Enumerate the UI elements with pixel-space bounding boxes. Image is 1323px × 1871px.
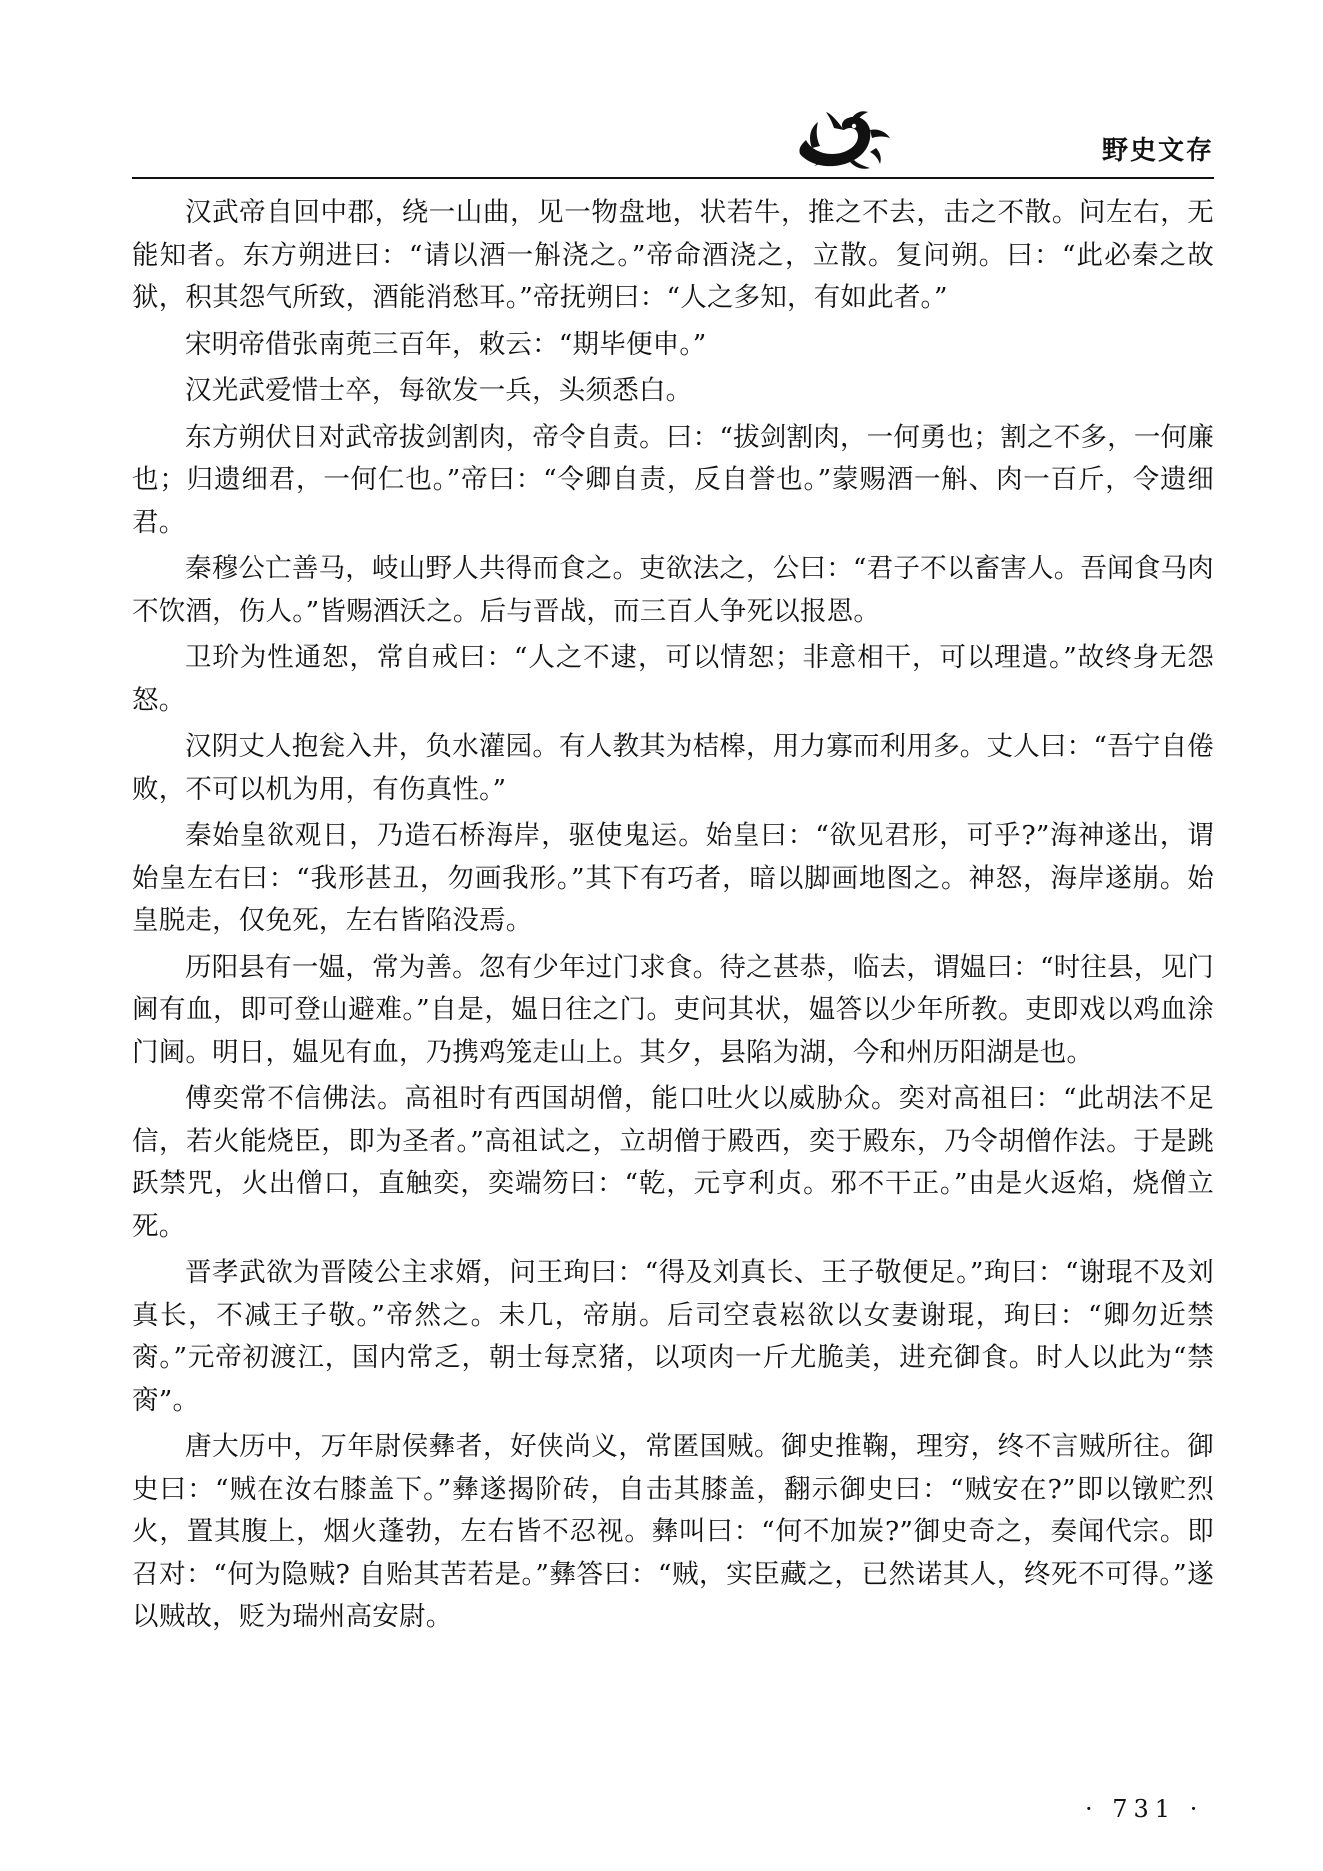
header-rule bbox=[132, 177, 1214, 179]
paragraph-4: 东方朔伏日对武帝拔剑割肉，帝令自责。曰：“拔剑割肉，一何勇也；割之不多，一何廉也；归遗细君，一何仁也。”帝曰：“令卿自责，反自誉也。”蒙赐酒一斛、肉一百斤，令遗细君。 bbox=[132, 421, 1214, 538]
book-title: 野史文存 bbox=[1101, 136, 1214, 166]
page-number: · 731 · bbox=[1085, 1795, 1204, 1823]
paragraph-5: 秦穆公亡善马，岐山野人共得而食之。吏欲法之，公曰：“君子不以畜害人。吾闻食马肉不饮酒，伤人。”皆赐酒沃之。后与晋战，而三百人争死以报恩。 bbox=[132, 553, 1214, 627]
page-header bbox=[132, 108, 1214, 180]
paragraph-8: 秦始皇欲观日，乃造石桥海岸，驱使鬼运。始皇曰：“欲见君形，可乎?”海神遂出，谓始皇左右曰：“我形甚丑，勿画我形。”其下有巧者，暗以脚画地图之。神怒，海岸遂崩。始皇脱走，仅免死，左右皆陷没焉。 bbox=[132, 820, 1214, 936]
paragraph-10: 傅奕常不信佛法。高祖时有西国胡僧，能口吐火以威胁众。奕对高祖曰：“此胡法不足信，若火能烧臣，即为圣者。”高祖试之，立胡僧于殿西，奕于殿东，乃令胡僧作法。于是跳跃禁咒，火出僧口，直触奕，奕端笏曰：“乾，元亨利贞。邪不干正。”由是火返焰，烧僧立死。 bbox=[132, 1083, 1214, 1242]
paragraph-12: 唐大历中，万年尉侯彝者，好侠尚义，常匿国贼。御史推鞠，理穷，终不言贼所往。御史曰：“贼在汝右膝盖下。”彝遂揭阶砖，自击其膝盖，翻示御史曰：“贼安在?”即以镦贮烈火，置其腹上，烟火蓬勃，左右皆不忍视。彝叫曰：“何不加炭?”御史奇之，奏闻代宗。即召对：“何为隐贼? 自贻其苦若是。”彝答曰：“贼，实臣藏之，已然诺其人，终死不可得。”遂以贼故，贬为瑞州高安尉。 bbox=[132, 1431, 1214, 1632]
paragraph-9: 历阳县有一媪，常为善。忽有少年过门求食。待之甚恭，临去，谓媪曰：“时往县，见门阃有血，即可登山避难。”自是，媪日往之门。吏问其状，媪答以少年所教。吏即戏以鸡血涂门阃。明日，媪见有血，乃携鸡笼走山上。其夕，县陷为湖，今和州历阳湖是也。 bbox=[132, 951, 1214, 1068]
paragraph-2: 宋明帝借张南蔸三百年，敕云：“期毕便申。” bbox=[185, 328, 707, 360]
paragraph-11: 晋孝武欲为晋陵公主求婿，问王珣曰：“得及刘真长、王子敬便足。”珣曰：“谢琨不及刘真长，不减王子敬。”帝然之。未几，帝崩。后司空袁崧欲以女妻谢琨，珣曰：“卿勿近禁脔。”元帝初渡江，国内常乏，朝士每烹猪，以项肉一斤尤脆美，进充御食。时人以此为“禁脔”。 bbox=[132, 1257, 1214, 1416]
paragraph-3: 汉光武爱惜士卒，每欲发一兵，头须悉白。 bbox=[185, 375, 693, 406]
paragraph-6: 卫玠为性通恕，常自戒曰：“人之不逮，可以情恕；非意相干，可以理遣。”故终身无怨怒。 bbox=[132, 642, 1214, 716]
paragraph-1: 汉武帝自回中郡，绕一山曲，见一物盘地，状若牛，推之不去，击之不散。问左右，无能知者。东方朔进曰：“请以酒一斛浇之。”帝命酒浇之，立散。复问朔。曰：“此必秦之故狱，积其怨气所致，酒能消愁耳。”帝抚朔曰：“人之多知，有如此者。” bbox=[132, 197, 1214, 313]
paragraph-7: 汉阴丈人抱瓮入井，负水灌园。有人教其为桔槔，用力寡而利用多。丈人曰：“吾宁自倦败，不可以机为用，有伤真性。” bbox=[132, 731, 1214, 805]
article-body bbox=[132, 192, 1214, 1643]
dragon-emblem-icon bbox=[792, 108, 902, 174]
